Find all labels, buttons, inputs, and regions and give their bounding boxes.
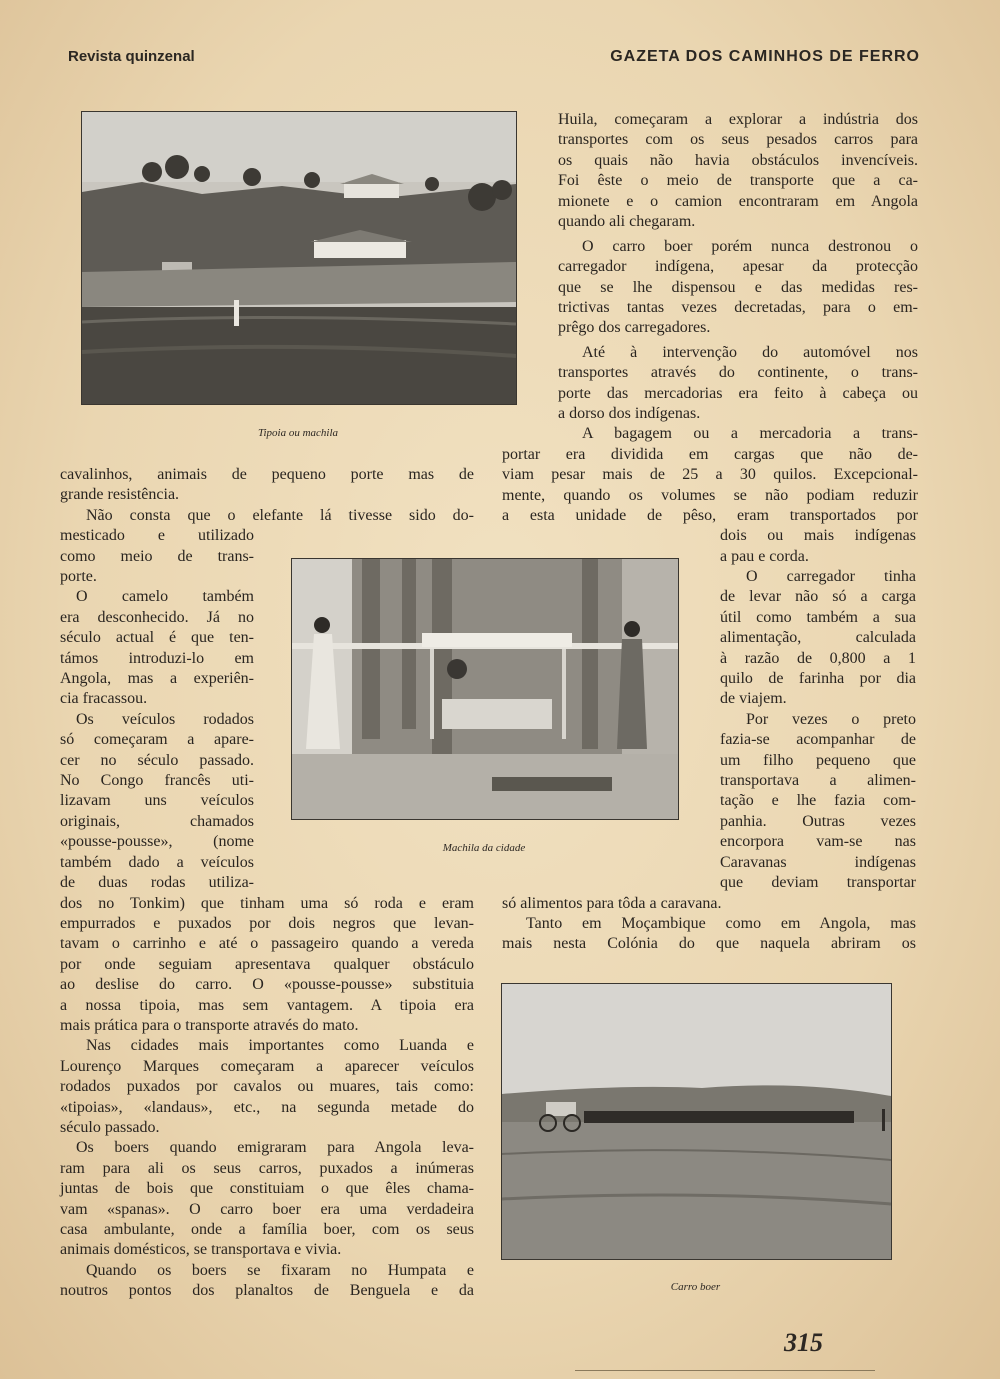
text-line: juntas de bois que constituiam o que êles chama- (60, 1180, 474, 1197)
text-line: mesticado e utilizado (60, 527, 254, 544)
text-line: mente, quando os volumes se não podiam reduzir (502, 487, 918, 504)
text-line: século actual é que ten- (60, 629, 254, 646)
text-line: porte. (60, 568, 97, 585)
text-line: um filho pequeno que (720, 752, 916, 769)
text-line: útil como também a sua (720, 609, 916, 626)
text-line: a pau e corda. (720, 548, 809, 565)
text-line: No Congo francês uti- (60, 772, 254, 789)
text-line: animais domésticos, se transportava e vivia. (60, 1241, 342, 1258)
text-line: cer no século passado. (60, 752, 254, 769)
text-line: Os boers quando emigraram para Angola leva- (76, 1139, 474, 1156)
page-number: 315 (784, 1328, 823, 1357)
text-line: encorpora vam-se nas (720, 833, 916, 850)
text-line: originais, chamados (60, 813, 254, 830)
text-line: lizavam uns veículos (60, 792, 254, 809)
text-line: empurrados e puxados por dois negros que levan- (60, 915, 474, 932)
photo-machila-city (291, 558, 679, 820)
header-publication-frequency: Revista quinzenal (68, 48, 195, 65)
text-line: noutros pontos dos planaltos de Benguela e da (60, 1282, 474, 1299)
caption-photo-1: Tipoia ou machila (257, 427, 339, 439)
text-line: Os veículos rodados (76, 711, 254, 728)
text-line: dos no Tonkim) que tinham uma só roda e eram (60, 895, 474, 912)
text-line: mionete e o camion encontraram em Angola (558, 193, 918, 210)
text-line: viam pesar mais de 25 a 30 quilos. Excepcional- (502, 466, 918, 483)
photo-tipoia-landscape (81, 111, 517, 405)
text-line: quilo de farinha por dia (720, 670, 916, 687)
text-line: século passado. (60, 1119, 160, 1136)
text-line: Quando os boers se fixaram no Humpata e (86, 1262, 474, 1279)
text-line: dois ou mais indígenas (720, 527, 916, 544)
text-line: prêgo dos carregadores. (558, 319, 711, 336)
text-line: O carro boer porém nunca destronou o (582, 238, 918, 255)
text-line: Até à intervenção do automóvel nos (582, 344, 918, 361)
text-line: Lourenço Marques começaram a aparecer veículos (60, 1058, 474, 1075)
text-line: só alimentos para tôda a caravana. (502, 895, 722, 912)
caption-photo-3: Carro boer (670, 1281, 721, 1293)
text-line: a dorso dos indígenas. (558, 405, 701, 422)
text-line: transportes através do continente, o trans- (558, 364, 918, 381)
text-line: ram para ali os seus carros, puxados a inúmeras (60, 1160, 474, 1177)
text-line: também dado a veículos (60, 854, 254, 871)
text-line: Huila, começaram a explorar a indústria dos (558, 111, 918, 128)
text-line: mais prática para o transporte através do mato. (60, 1017, 359, 1034)
photo-boer-cart (501, 983, 892, 1260)
text-line: panhia. Outras vezes (720, 813, 916, 830)
text-line: casa ambulante, onde a família boer, com os seus (60, 1221, 474, 1238)
text-line: támos introduzi-lo em (60, 650, 254, 667)
text-line: cia fracassou. (60, 690, 148, 707)
text-line: vam «spanas». O carro boer era uma verdadeira (60, 1201, 474, 1218)
text-line: carregador indígena, apesar da protecção (558, 258, 918, 275)
text-line: O carregador tinha (746, 568, 916, 585)
text-line: tação e lhe fazia com- (720, 792, 916, 809)
text-line: Não consta que o elefante lá tivesse sido do- (86, 507, 474, 524)
text-line: A bagagem ou a mercadoria a trans- (582, 425, 918, 442)
footer-rule (575, 1370, 875, 1371)
text-line: mais nesta Colónia do que naquela abriram os (502, 935, 916, 952)
text-line: Por vezes o preto (746, 711, 916, 728)
text-line: ao deslise do carro. O «pousse-pousse» substituia (60, 976, 474, 993)
header-magazine-title: GAZETA DOS CAMINHOS DE FERRO (610, 48, 920, 65)
text-line: fazia-se acompanhar de (720, 731, 916, 748)
text-line: por onde seguiam apresentava qualquer obstáculo (60, 956, 474, 973)
text-line: era desconhecido. Já no (60, 609, 254, 626)
text-line: que deviam transportar (720, 874, 916, 891)
text-line: grande resistência. (60, 486, 180, 503)
text-line: como meio de trans- (60, 548, 254, 565)
text-line: de duas rodas utiliza- (60, 874, 254, 891)
text-line: de levar não só a carga (720, 588, 916, 605)
text-line: quando ali chegaram. (558, 213, 696, 230)
text-line: «tipoias», «landaus», etc., na segunda metade do (60, 1099, 474, 1116)
text-line: os quais não havia obstáculos invencíveis. (558, 152, 918, 169)
text-line: rodados puxados por cavalos ou muares, tais como: (60, 1078, 474, 1095)
text-line: alimentação, calculada (720, 629, 916, 646)
text-line: «pousse-pousse», (nome (60, 833, 254, 850)
text-line: Tanto em Moçambique como em Angola, mas (526, 915, 916, 932)
text-line: porte das mercadorias era feito à cabeça ou (558, 385, 918, 402)
text-line: só começaram a apare- (60, 731, 254, 748)
text-line: tavam o carrinho e até o passageiro quando a vereda (60, 935, 474, 952)
text-line: que se lhe dispensou e das medidas res- (558, 279, 918, 296)
text-line: transportes com os seus pesados carros para (558, 131, 918, 148)
text-line: Nas cidades mais importantes como Luanda e (86, 1037, 474, 1054)
text-line: a esta unidade de pêso, eram transportados por (502, 507, 918, 524)
text-line: Caravanas indígenas (720, 854, 916, 871)
text-line: à razão de 0,800 a 1 (720, 650, 916, 667)
text-line: de viajem. (720, 690, 787, 707)
text-line: a nossa tipoia, mas sem vantagem. A tipoia era (60, 997, 474, 1014)
text-line: trictivas tantas vezes decretadas, para o em- (558, 299, 918, 316)
text-line: Foi êste o meio de transporte que a ca- (558, 172, 918, 189)
text-line: cavalinhos, animais de pequeno porte mas de (60, 466, 474, 483)
caption-photo-2: Machila da cidade (442, 842, 526, 854)
text-line: transportava a alimen- (720, 772, 916, 789)
text-line: Angola, mas a experiên- (60, 670, 254, 687)
text-line: portar era dividida em cargas que não de- (502, 446, 918, 463)
text-line: O camelo também (76, 588, 254, 605)
